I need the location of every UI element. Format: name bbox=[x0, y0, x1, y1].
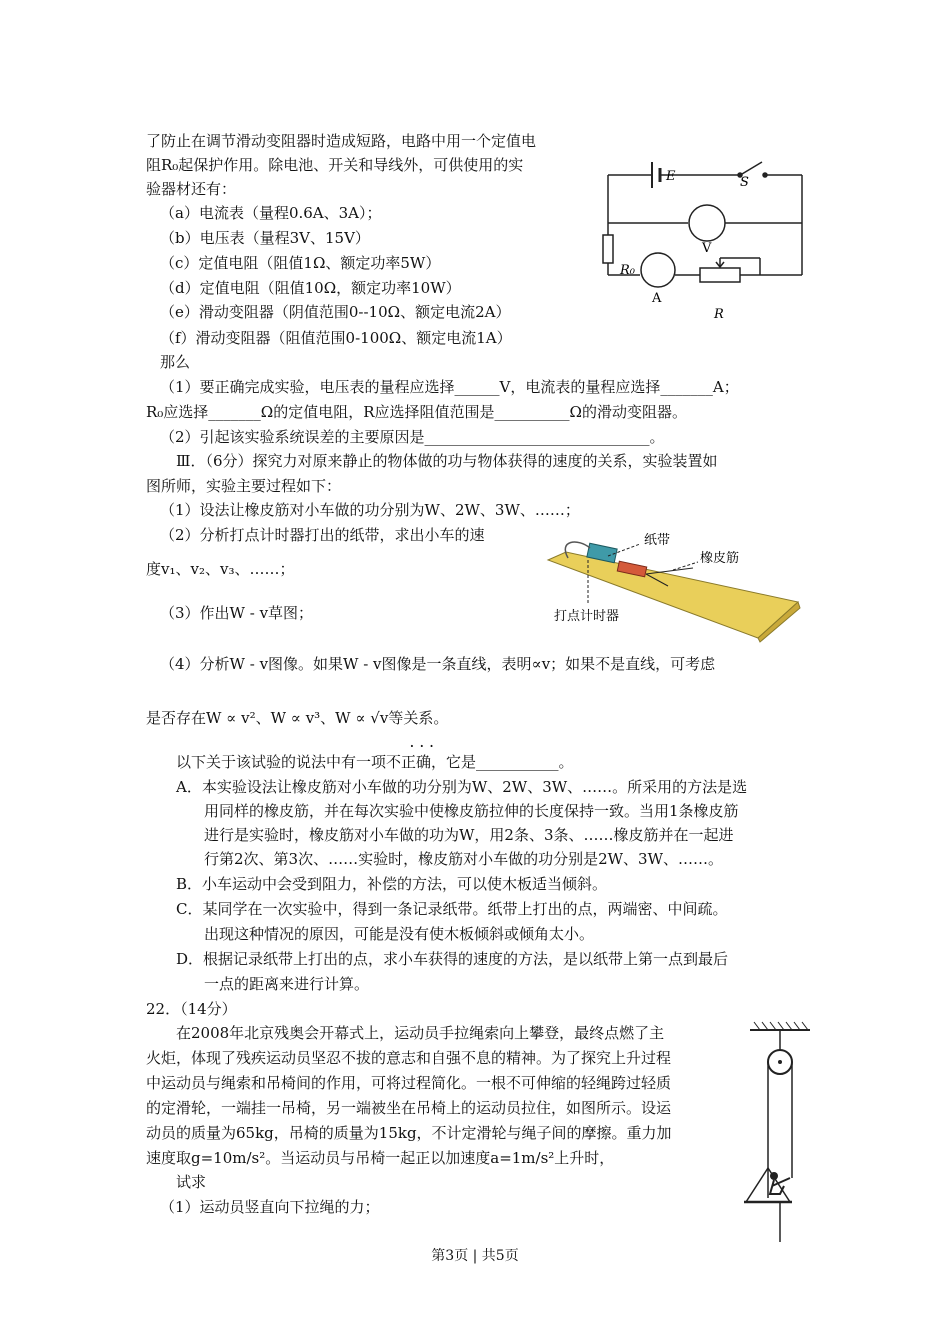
equipment-item-e: （e）滑动变阻器（阴值范围0--10Ω、额定电流2A） bbox=[160, 303, 511, 321]
option-b: B．小车运动中会受到阻力，补偿的方法，可以使木板适当倾斜。 bbox=[176, 875, 608, 893]
option-c-line-2: 出现这种情况的原因，可能是没有使木板倾斜或倾角太小。 bbox=[204, 925, 595, 943]
equipment-item-b: （b）电压表（量程3V、15V） bbox=[160, 229, 370, 247]
circuit-intro-line-2: 阻R₀起保护作用。除电池、开关和导线外，可供使用的实 bbox=[146, 156, 524, 174]
equipment-item-f: （f）滑动变阻器（阻值范围0-100Ω、额定电流1A） bbox=[160, 329, 512, 347]
page-footer: 第3页 | 共5页 bbox=[431, 1248, 519, 1264]
option-d-line-1: D．根据记录纸带上打出的点，求小车获得的速度的方法，是以纸带上第一点到最后 bbox=[176, 950, 729, 968]
emphasis-dots: ... bbox=[410, 737, 440, 750]
option-a-line-4: 行第2次、第3次、……实验时，橡皮筋对小车做的功分别是2W、3W、……。 bbox=[204, 850, 724, 868]
circuit-q1-line-1: （1）要正确完成实验，电压表的量程应选择______V，电流表的量程应选择_______A； bbox=[160, 378, 739, 396]
q22-heading: 22．（14分） bbox=[146, 1000, 237, 1018]
work-step-2a: （2）分析打点计时器打出的纸带，求出小车的速 bbox=[160, 526, 485, 544]
circuit-intro-line-1: 了防止在调节滑动变阻器时造成短路，电路中用一个定值电 bbox=[146, 132, 537, 150]
label-S: S bbox=[740, 175, 749, 190]
q22-line-2: 火炬，体现了残疾运动员坚忍不拔的意志和自强不息的精神。为了探究上升过程 bbox=[146, 1049, 672, 1067]
work-step-4b: 是否存在W ∝ v²、W ∝ v³、W ∝ √v等关系。 bbox=[146, 709, 449, 727]
label-R: R bbox=[714, 307, 724, 322]
q22-ask: 试求 bbox=[176, 1173, 207, 1191]
q22-sub-1: （1）运动员竖直向下拉绳的力； bbox=[160, 1198, 380, 1216]
pulley-figure bbox=[740, 1018, 820, 1246]
label-R0: R₀ bbox=[620, 263, 635, 278]
work-heading-2: 图所师，实验主要过程如下： bbox=[146, 477, 342, 495]
label-E: E bbox=[666, 169, 676, 184]
q22-line-3: 中运动员与绳索和吊椅间的作用，可将过程简化。一根不可伸缩的轻绳跨过轻质 bbox=[146, 1074, 672, 1092]
label-band: 橡皮筋 bbox=[700, 551, 740, 566]
label-timer: 打点计时器 bbox=[554, 609, 620, 624]
label-A: A bbox=[652, 291, 662, 306]
work-step-2b: 度v₁、v₂、v₃、……； bbox=[146, 560, 295, 578]
q22-line-1: 在2008年北京残奥会开幕式上，运动员手拉绳索向上攀登，最终点燃了主 bbox=[176, 1024, 665, 1042]
option-c-line-1: C．某同学在一次实验中，得到一条记录纸带。纸带上打出的点，两端密、中间疏。 bbox=[176, 900, 728, 918]
then-text: 那么 bbox=[160, 353, 191, 371]
q22-line-5: 动员的质量为65kg，吊椅的质量为15kg，不计定滑轮与绳子间的摩擦。重力加 bbox=[146, 1124, 672, 1142]
equipment-item-d: （d）定值电阻（阻值10Ω，额定功率10W） bbox=[160, 279, 461, 297]
circuit-q2: （2）引起该实验系统误差的主要原因是______________________________。 bbox=[160, 428, 665, 446]
circuit-diagram bbox=[600, 150, 810, 330]
circuit-intro-line-3: 验器材还有： bbox=[146, 180, 237, 198]
label-V: V bbox=[702, 241, 712, 256]
q22-line-4: 的定滑轮，一端挂一吊椅，另一端被坐在吊椅上的运动员拉住，如图所示。设运 bbox=[146, 1099, 672, 1117]
q22-line-6: 速度取g=10m/s²。当运动员与吊椅一起正以加速度a=1m/s²上升时， bbox=[146, 1149, 615, 1167]
work-heading: Ⅲ．（6分）探究力对原来静止的物体做的功与物体获得的速度的关系，实验装置如 bbox=[176, 452, 718, 470]
equipment-item-a: （a）电流表（量程0.6A、3A）； bbox=[160, 204, 382, 222]
equipment-item-c: （c）定值电阻（阻值1Ω、额定功率5W） bbox=[160, 254, 441, 272]
option-a-line-1: A．本实验设法让橡皮筋对小车做的功分别为W、2W、3W、……。所采用的方法是选 bbox=[176, 778, 748, 796]
work-step-3: （3）作出W - v草图； bbox=[160, 604, 314, 622]
circuit-q1-line-2: R₀应选择_______Ω的定值电阻，R应选择阻值范围是__________Ω的滑动变阻器。 bbox=[146, 403, 687, 421]
label-tape: 纸带 bbox=[644, 533, 671, 548]
work-question: 以下关于该试验的说法中有一项不正确，它是___________。 bbox=[176, 753, 574, 771]
work-step-1: （1）设法让橡皮筋对小车做的功分别为W、2W、3W、……； bbox=[160, 501, 580, 519]
option-a-line-2: 用同样的橡皮筋，并在每次实验中使橡皮筋拉伸的长度保持一致。当用1条橡皮筋 bbox=[204, 802, 739, 820]
work-step-4: （4）分析W - v图像。如果W - v图像是一条直线，表明∝v；如果不是直线，可考虑 bbox=[160, 655, 716, 673]
option-d-line-2: 一点的距离来进行计算。 bbox=[204, 975, 370, 993]
option-a-line-3: 进行是实验时，橡皮筋对小车做的功为W，用2条、3条、……橡皮筋并在一起进 bbox=[204, 826, 734, 844]
apparatus-figure bbox=[548, 530, 808, 640]
